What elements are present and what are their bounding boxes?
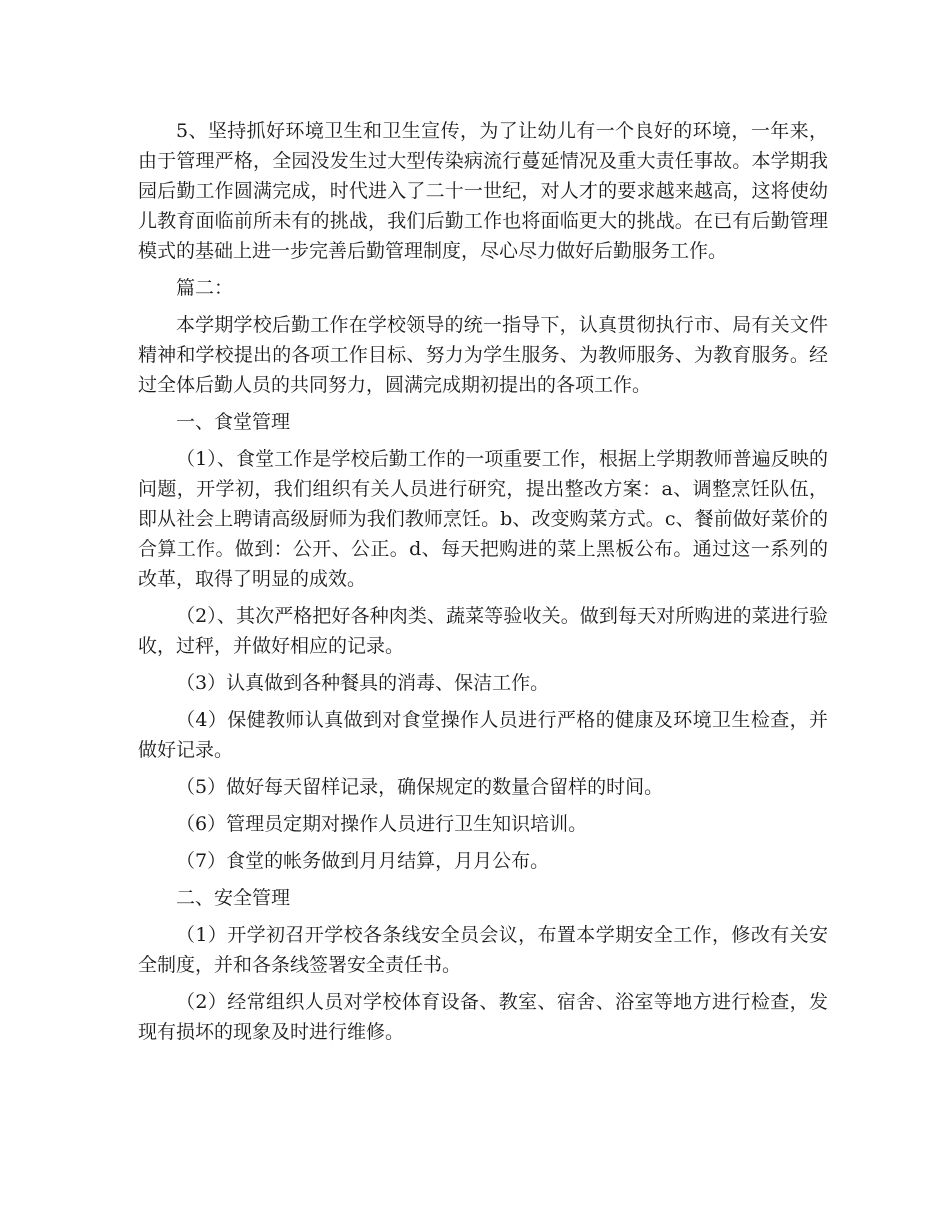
paragraph-canteen-4: （4）保健教师认真做到对食堂操作人员进行严格的健康及环境卫生检查，并做好记录。 xyxy=(138,709,828,761)
section-heading-part-two: 篇二： xyxy=(176,277,234,299)
paragraph-canteen-1: （1）、食堂工作是学校后勤工作的一项重要工作，根据上学期教师普遍反映的问题，开学初，我们组织有关人员进行研究，提出整改方案：a、调整烹饪队伍，即从社会上聘请高级厨师为我们教师烹饪。b、改变购菜方式。c、餐前做好菜价的合算工作。做到：公开、公正。d、每天把购进的菜上黑板公布。通过这一系列的改革，取得了明显的成效。 xyxy=(138,448,828,590)
section-heading-canteen: 一、食堂管理 xyxy=(176,411,291,433)
paragraph-canteen-7: （7）食堂的帐务做到月月结算，月月公布。 xyxy=(176,850,550,872)
paragraph-canteen-6: （6）管理员定期对操作人员进行卫生知识培训。 xyxy=(176,813,588,835)
paragraph-canteen-3: （3）认真做到各种餐具的消毒、保洁工作。 xyxy=(176,672,550,694)
paragraph-intro: 本学期学校后勤工作在学校领导的统一指导下，认真贯彻执行市、局有关文件精神和学校提出的各项工作目标、努力为学生服务、为教师服务、为教育服务。经过全体后勤人员的共同努力，圆满完成期初提出的各项工作。 xyxy=(138,314,828,396)
paragraph-safety-2: （2）经常组织人员对学校体育设备、教室、宿舍、浴室等地方进行检查，发现有损坏的现象及时进行维修。 xyxy=(138,991,828,1043)
paragraph-canteen-2: （2）、其次严格把好各种肉类、蔬菜等验收关。做到每天对所购进的菜进行验收，过秤，并做好相应的记录。 xyxy=(138,605,828,657)
paragraph-item-5: 5、坚持抓好环境卫生和卫生宣传，为了让幼儿有一个良好的环境，一年来，由于管理严格，全园没发生过大型传染病流行蔓延情况及重大责任事故。本学期我园后勤工作圆满完成，时代进入了二十一世纪，对人才的要求越来越高，这将使幼儿教育面临前所未有的挑战，我们后勤工作也将面临更大的挑战。在已有后勤管理模式的基础上进一步完善后勤管理制度，尽心尽力做好后勤服务工作。 xyxy=(138,120,828,262)
paragraph-canteen-5: （5）做好每天留样记录，确保规定的数量合留样的时间。 xyxy=(176,776,664,798)
document-body xyxy=(138,116,828,1054)
section-heading-safety: 二、安全管理 xyxy=(176,887,291,909)
paragraph-safety-1: （1）开学初召开学校各条线安全员会议，布置本学期安全工作，修改有关安全制度，并和各条线签署安全责任书。 xyxy=(138,924,828,976)
